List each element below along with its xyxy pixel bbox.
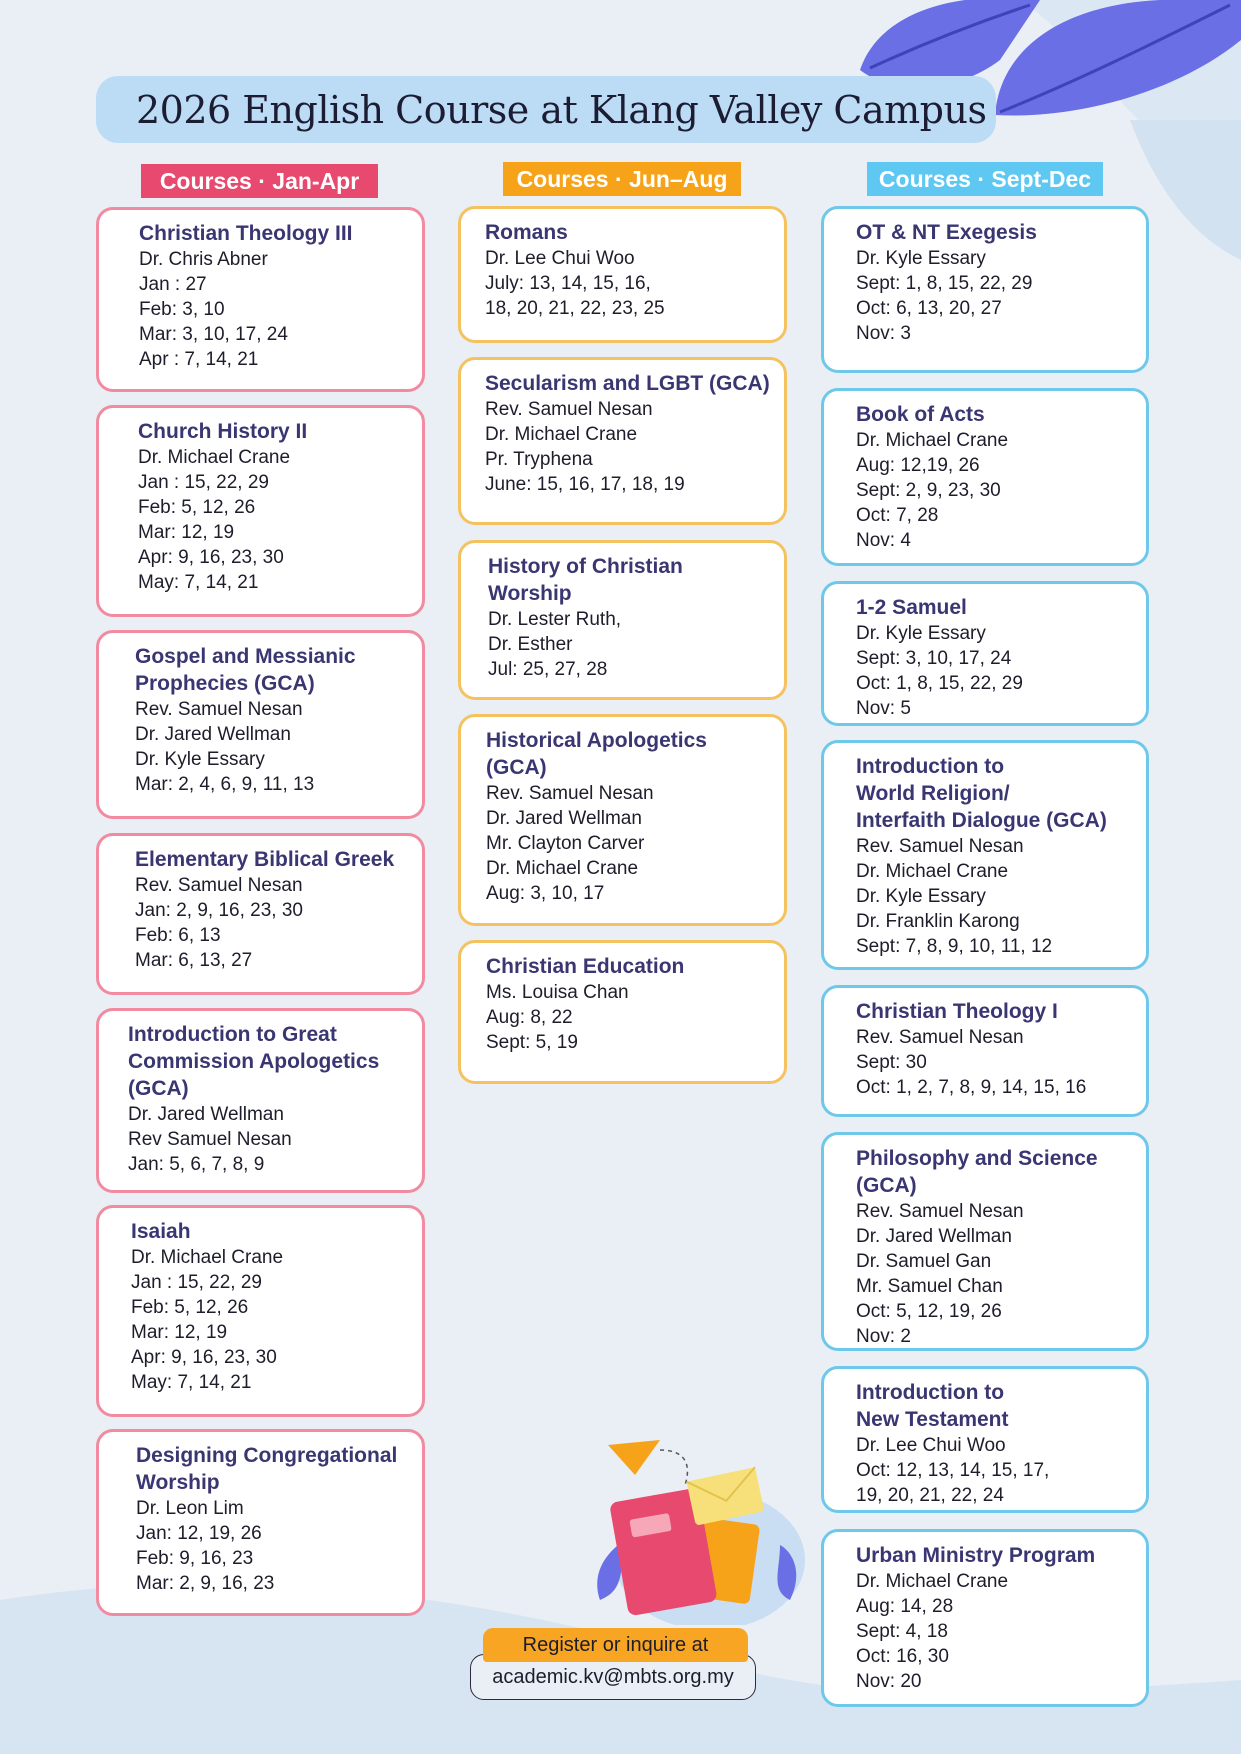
course-card (821, 581, 1149, 726)
course-title: OT & NT Exegesis (856, 221, 1037, 244)
course-instructor: Rev. Samuel Nesan (856, 1201, 1024, 1222)
course-instructor: Dr. Leon Lim (136, 1498, 244, 1519)
course-detail: Jan : 15, 22, 29 (131, 1272, 262, 1293)
course-detail: Pr. Tryphena (485, 449, 593, 470)
course-instructor: Rev. Samuel Nesan (856, 836, 1024, 857)
course-detail: Dr. Michael Crane (486, 858, 639, 879)
course-title: New Testament (856, 1408, 1009, 1431)
course-detail: Apr: 9, 16, 23, 30 (131, 1347, 277, 1368)
course-detail: Oct: 1, 2, 7, 8, 9, 14, 15, 16 (856, 1077, 1087, 1098)
course-detail: 18, 20, 21, 22, 23, 25 (485, 298, 665, 319)
course-card (96, 833, 425, 995)
course-detail: Jan: 5, 6, 7, 8, 9 (128, 1154, 265, 1175)
course-title: Worship (488, 582, 572, 605)
course-detail: Jan : 27 (139, 274, 207, 295)
course-title: Christian Education (486, 955, 685, 978)
course-detail: May: 7, 14, 21 (138, 572, 259, 593)
course-detail: Mar: 12, 19 (131, 1322, 228, 1343)
course-title: (GCA) (856, 1174, 917, 1197)
course-detail: Mar: 6, 13, 27 (135, 950, 253, 971)
course-detail: Sept: 2, 9, 23, 30 (856, 480, 1001, 501)
course-card (821, 740, 1149, 970)
course-card (96, 1205, 425, 1417)
course-title: World Religion/ (856, 782, 1010, 805)
course-instructor: Dr. Michael Crane (138, 447, 291, 468)
course-detail: Mr. Samuel Chan (856, 1276, 1003, 1297)
course-detail: Mar: 3, 10, 17, 24 (139, 324, 288, 345)
course-card (96, 207, 425, 392)
paper-plane-icon (608, 1440, 660, 1475)
course-detail: June: 15, 16, 17, 18, 19 (485, 474, 685, 495)
course-title: Introduction to (856, 1381, 1005, 1404)
course-title: Commission Apologetics (128, 1050, 380, 1073)
course-card (458, 206, 787, 343)
course-detail: Sept: 3, 10, 17, 24 (856, 648, 1012, 669)
course-card (821, 1529, 1149, 1707)
course-detail: Nov: 20 (856, 1671, 922, 1692)
course-title: Interfaith Dialogue (GCA) (856, 809, 1107, 832)
course-detail: Sept: 30 (856, 1052, 927, 1073)
course-instructor: Dr. Kyle Essary (856, 248, 986, 269)
course-detail: Dr. Michael Crane (485, 424, 638, 445)
course-title: Worship (136, 1471, 220, 1494)
course-card (96, 630, 425, 819)
course-detail: Oct: 5, 12, 19, 26 (856, 1301, 1002, 1322)
course-detail: Mar: 2, 9, 16, 23 (136, 1573, 275, 1594)
course-card (458, 714, 787, 926)
course-title: Isaiah (131, 1220, 191, 1243)
course-instructor: Dr. Michael Crane (856, 1571, 1009, 1592)
course-detail: Oct: 6, 13, 20, 27 (856, 298, 1002, 319)
course-instructor: Dr. Kyle Essary (856, 623, 986, 644)
course-detail: Oct: 1, 8, 15, 22, 29 (856, 673, 1023, 694)
course-instructor: Dr. Lee Chui Woo (856, 1435, 1006, 1456)
course-title: Designing Congregational (136, 1444, 398, 1467)
course-title: Introduction to (856, 755, 1005, 778)
course-instructor: Rev. Samuel Nesan (486, 783, 654, 804)
page-title: 2026 English Course at Klang Valley Campus (136, 87, 987, 132)
register-label: Register or inquire at (483, 1628, 748, 1662)
course-instructor: Dr. Lee Chui Woo (485, 248, 635, 269)
course-detail: Mar: 2, 4, 6, 9, 11, 13 (135, 774, 315, 795)
course-card (821, 1132, 1149, 1351)
course-title: Gospel and Messianic (135, 645, 356, 668)
course-title: Prophecies (GCA) (135, 672, 315, 695)
course-detail: Nov: 5 (856, 698, 911, 719)
course-detail: Feb: 5, 12, 26 (131, 1297, 249, 1318)
course-card (96, 1429, 425, 1616)
course-detail: Feb: 9, 16, 23 (136, 1548, 254, 1569)
course-detail: Dr. Jared Wellman (135, 724, 291, 745)
course-detail: Dr. Kyle Essary (135, 749, 265, 770)
course-title: Secularism and LGBT (GCA) (485, 372, 770, 395)
course-detail: Oct: 16, 30 (856, 1646, 949, 1667)
course-instructor: Dr. Jared Wellman (128, 1104, 284, 1125)
course-detail: Dr. Kyle Essary (856, 886, 986, 907)
course-detail: Oct: 12, 13, 14, 15, 17, (856, 1460, 1050, 1481)
course-detail: Aug: 12,19, 26 (856, 455, 980, 476)
course-card (458, 357, 787, 525)
course-detail: Dr. Jared Wellman (856, 1226, 1012, 1247)
course-detail: Apr : 7, 14, 21 (139, 349, 259, 370)
course-instructor: Rev. Samuel Nesan (485, 399, 653, 420)
course-title: Christian Theology I (856, 1000, 1058, 1023)
course-title: Elementary Biblical Greek (135, 848, 395, 871)
course-title: 1-2 Samuel (856, 596, 967, 619)
course-detail: Jan: 12, 19, 26 (136, 1523, 262, 1544)
course-detail: Jan: 2, 9, 16, 23, 30 (135, 900, 303, 921)
course-instructor: Rev. Samuel Nesan (135, 699, 303, 720)
course-detail: Feb: 5, 12, 26 (138, 497, 256, 518)
column-header-jan-apr: Courses · Jan-Apr (141, 164, 378, 198)
course-detail: Sept: 4, 18 (856, 1621, 948, 1642)
course-title: History of Christian (488, 555, 683, 578)
course-detail: Jan : 15, 22, 29 (138, 472, 269, 493)
course-instructor: Dr. Michael Crane (131, 1247, 284, 1268)
course-detail: July: 13, 14, 15, 16, (485, 273, 651, 294)
course-title: Historical Apologetics (486, 729, 707, 752)
column-header-sept-dec: Courses · Sept-Dec (867, 162, 1103, 196)
course-detail: Jul: 25, 27, 28 (488, 659, 608, 680)
course-detail: Aug: 3, 10, 17 (486, 883, 605, 904)
course-card (821, 206, 1149, 373)
course-detail: Dr. Samuel Gan (856, 1251, 992, 1272)
course-detail: Dr. Jared Wellman (486, 808, 642, 829)
course-detail: Sept: 1, 8, 15, 22, 29 (856, 273, 1033, 294)
course-card (458, 540, 787, 700)
course-detail: 19, 20, 21, 22, 24 (856, 1485, 1004, 1506)
course-instructor: Rev. Samuel Nesan (856, 1027, 1024, 1048)
course-detail: Nov: 3 (856, 323, 911, 344)
course-detail: Mr. Clayton Carver (486, 833, 645, 854)
course-card (96, 405, 425, 617)
course-instructor: Rev. Samuel Nesan (135, 875, 303, 896)
course-title: Urban Ministry Program (856, 1544, 1096, 1567)
course-detail: Dr. Franklin Karong (856, 911, 1020, 932)
books-envelope-illustration (590, 1430, 810, 1625)
course-title: Romans (485, 221, 568, 244)
course-detail: Nov: 2 (856, 1326, 911, 1347)
course-detail: Sept: 5, 19 (486, 1032, 578, 1053)
course-detail: Apr: 9, 16, 23, 30 (138, 547, 284, 568)
course-instructor: Dr. Michael Crane (856, 430, 1009, 451)
course-card (458, 940, 787, 1084)
course-detail: Aug: 8, 22 (486, 1007, 573, 1028)
course-instructor: Ms. Louisa Chan (486, 982, 629, 1003)
course-card (821, 985, 1149, 1117)
course-instructor: Dr. Lester Ruth, (488, 609, 622, 630)
course-detail: Sept: 7, 8, 9, 10, 11, 12 (856, 936, 1053, 957)
course-detail: Feb: 6, 13 (135, 925, 221, 946)
course-detail: Dr. Michael Crane (856, 861, 1009, 882)
register-email[interactable]: academic.kv@mbts.org.my (470, 1654, 756, 1700)
course-title: Book of Acts (856, 403, 985, 426)
column-header-jun-aug: Courses · Jun–Aug (503, 162, 741, 196)
course-card (821, 388, 1149, 566)
course-detail: Oct: 7, 28 (856, 505, 939, 526)
course-detail: Rev Samuel Nesan (128, 1129, 292, 1150)
course-title: (GCA) (486, 756, 547, 779)
course-instructor: Dr. Chris Abner (139, 249, 268, 270)
course-detail: Feb: 3, 10 (139, 299, 225, 320)
course-detail: May: 7, 14, 21 (131, 1372, 252, 1393)
course-detail: Mar: 12, 19 (138, 522, 235, 543)
course-title: Philosophy and Science (856, 1147, 1098, 1170)
course-card (821, 1366, 1149, 1513)
course-title: Christian Theology III (139, 222, 353, 245)
title-banner (96, 76, 996, 143)
course-title: (GCA) (128, 1077, 189, 1100)
course-detail: Aug: 14, 28 (856, 1596, 954, 1617)
course-title: Introduction to Great (128, 1023, 337, 1046)
course-card (96, 1008, 425, 1193)
course-title: Church History II (138, 420, 308, 443)
course-detail: Dr. Esther (488, 634, 573, 655)
course-detail: Nov: 4 (856, 530, 911, 551)
